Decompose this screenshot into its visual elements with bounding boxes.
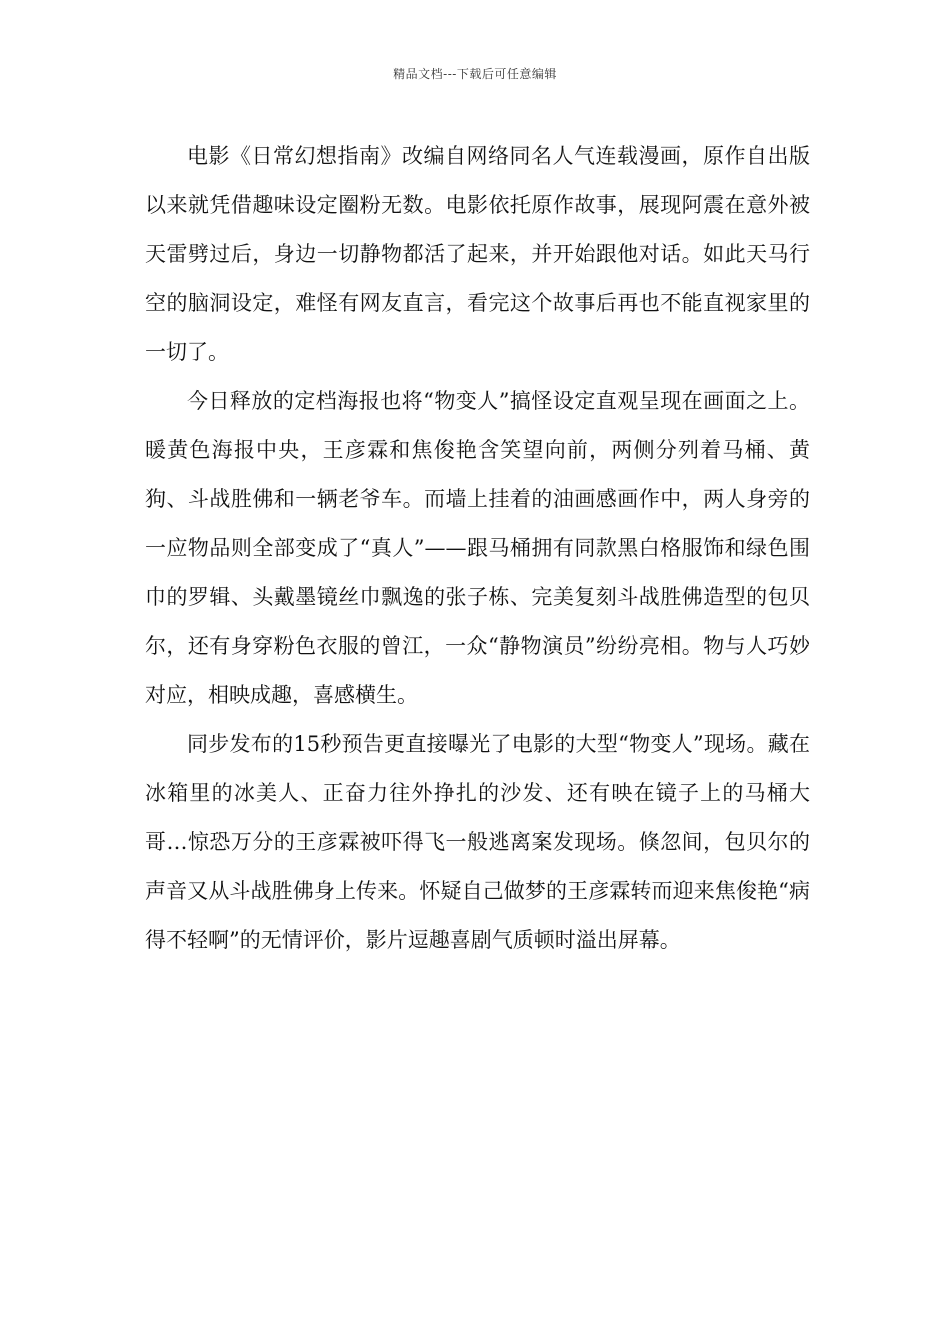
paragraph-2: 今日释放的定档海报也将“物变人”搞怪设定直观呈现在画面之上。暖黄色海报中央，王彦霖和焦俊艳含笑望向前，两侧分列着马桶、黄狗、斗战胜佛和一辆老爷车。而墙上挂着的油画感画作中，两人身旁的一应物品则全部变成了“真人”——跟马桶拥有同款黑白格服饰和绿色围巾的罗辑、头戴墨镜丝巾飘逸的张子栋、完美复刻斗战胜佛造型的包贝尔，还有身穿粉色衣服的曾江，一众“静物演员”纷纷亮相。物与人巧妙对应，相映成趣，喜感横生。	[145, 389, 810, 707]
paragraph-1: 电影《日常幻想指南》改编自网络同名人气连载漫画，原作自出版以来就凭借趣味设定圈粉无数。电影依托原作故事，展现阿震在意外被天雷劈过后，身边一切静物都活了起来，并开始跟他对话。如此天马行空的脑洞设定，难怪有网友直言，看完这个故事后再也不能直视家里的一切了。	[145, 144, 810, 364]
document-body	[145, 132, 810, 965]
page-header: 精品文档---下载后可任意编辑	[393, 67, 557, 81]
paragraph-3: 同步发布的15秒预告更直接曝光了电影的大型“物变人”现场。藏在冰箱里的冰美人、正奋力往外挣扎的沙发、还有映在镜子上的马桶大哥…惊恐万分的王彦霖被吓得飞一般逃离案发现场。倏忽间，包贝尔的声音又从斗战胜佛身上传来。怀疑自己做梦的王彦霖转而迎来焦俊艳“病得不轻啊”的无情评价，影片逗趣喜剧气质顿时溢出屏幕。	[145, 732, 810, 952]
